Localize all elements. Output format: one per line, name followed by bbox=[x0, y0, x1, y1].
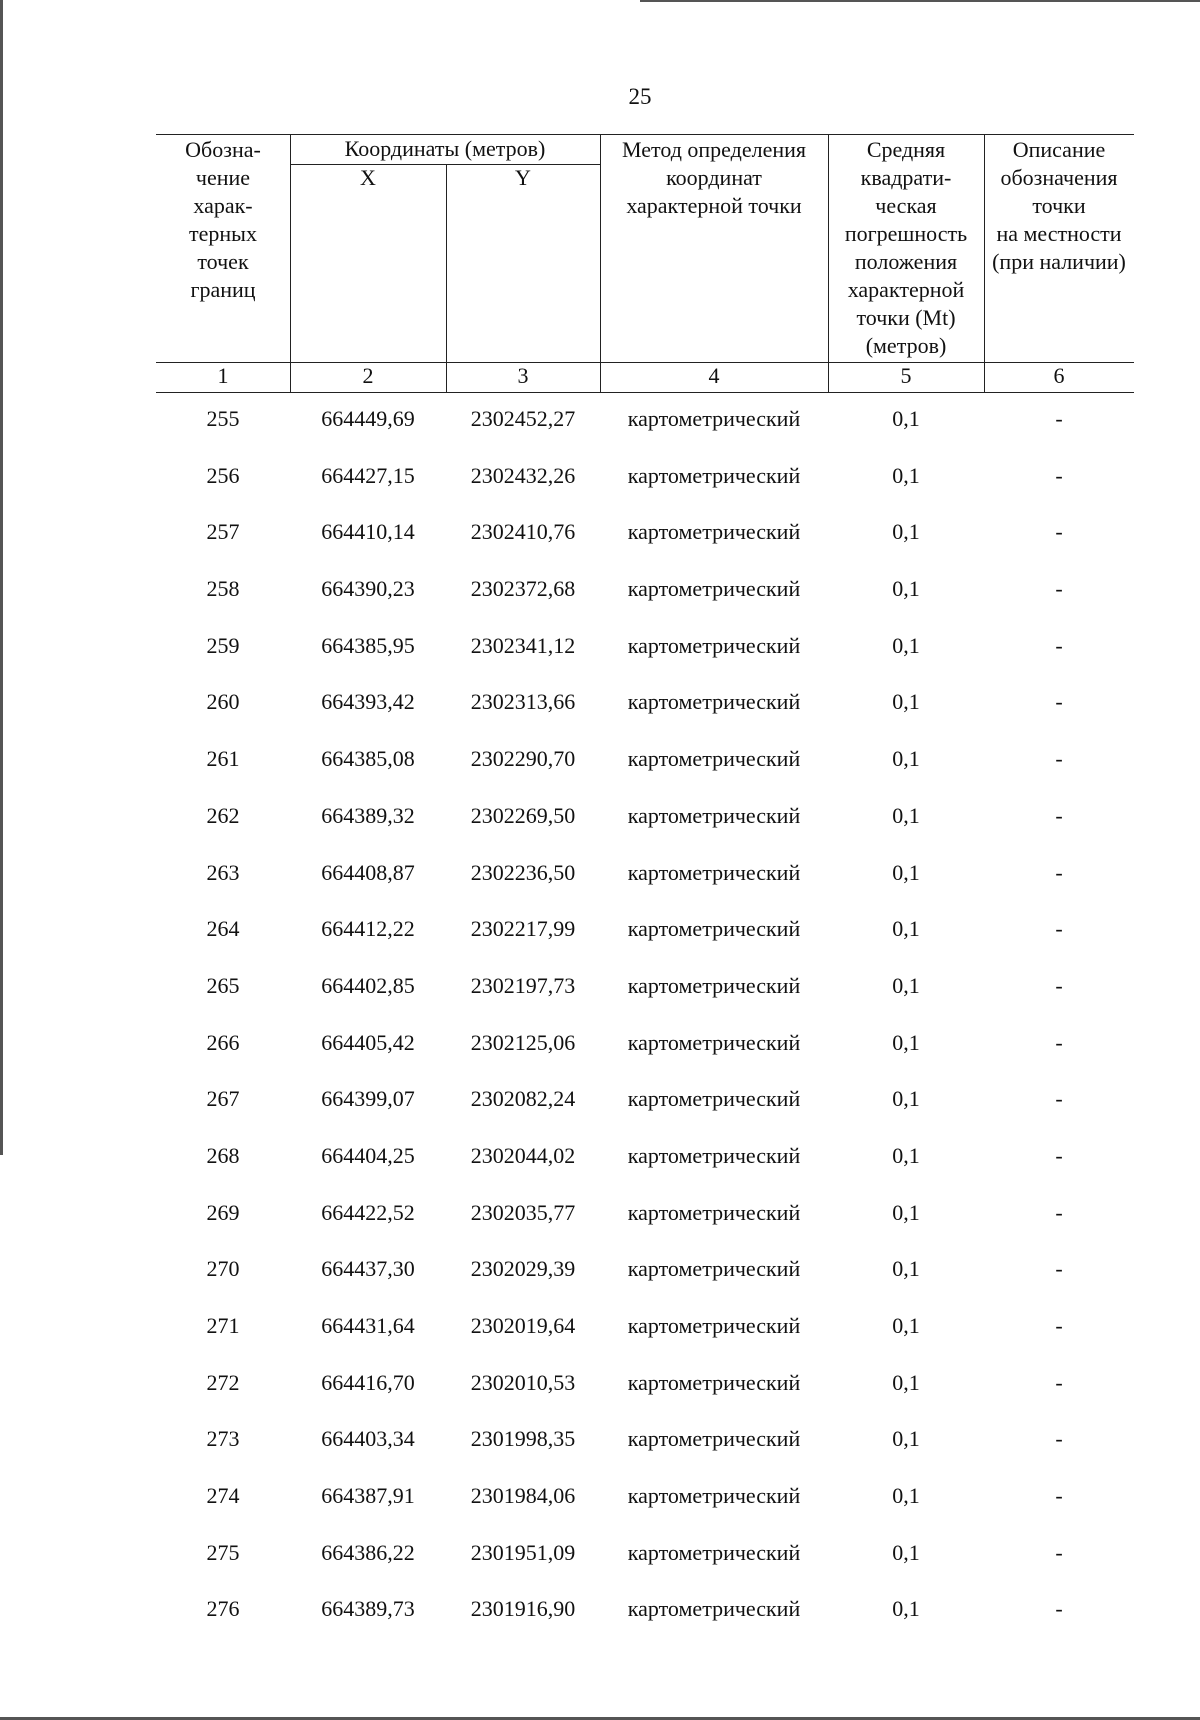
table-row bbox=[156, 1072, 1134, 1129]
table-row bbox=[156, 1526, 1134, 1583]
table-row bbox=[156, 789, 1134, 846]
cell-point-number: 255 bbox=[206, 406, 240, 431]
cell-coordinate-x: 664402,85 bbox=[321, 972, 415, 998]
cell-description: - bbox=[1055, 1029, 1063, 1055]
cell-method: картометрический bbox=[627, 406, 801, 431]
cell-coordinate-y: 2301984,06 bbox=[470, 1483, 576, 1509]
cell-coordinate-x: 664387,91 bbox=[321, 1483, 415, 1509]
cell-description: - bbox=[1055, 746, 1063, 772]
cell-mean-square-error: 0,1 bbox=[892, 519, 920, 545]
cell-coordinate-x: 664431,64 bbox=[321, 1313, 415, 1338]
cell-method: картометрический bbox=[627, 632, 801, 658]
cell-point-number: 266 bbox=[206, 1029, 240, 1055]
cell-mean-square-error: 0,1 bbox=[892, 1426, 920, 1452]
cell-coordinate-x: 664422,52 bbox=[321, 1199, 415, 1225]
cell-coordinate-x: 664403,34 bbox=[321, 1426, 415, 1452]
cell-point-number: 259 bbox=[206, 632, 240, 658]
cell-coordinate-x: 664410,14 bbox=[321, 519, 415, 545]
cell-method: картометрический bbox=[627, 746, 801, 772]
cell-mean-square-error: 0,1 bbox=[892, 689, 920, 715]
cell-method: картометрический bbox=[627, 689, 801, 715]
cell-method: картометрический bbox=[627, 972, 801, 998]
table-row bbox=[156, 1186, 1134, 1243]
cell-coordinate-y: 2302035,77 bbox=[470, 1199, 576, 1225]
cell-point-number: 257 bbox=[206, 519, 240, 545]
column-number-2: 2 bbox=[362, 363, 374, 388]
cell-mean-square-error: 0,1 bbox=[892, 1256, 920, 1282]
cell-mean-square-error: 0,1 bbox=[892, 746, 920, 772]
cell-method: картометрический bbox=[627, 1313, 801, 1338]
cell-description: - bbox=[1055, 1086, 1063, 1112]
table-row bbox=[156, 392, 1134, 449]
cell-mean-square-error: 0,1 bbox=[892, 1313, 920, 1338]
cell-mean-square-error: 0,1 bbox=[892, 1369, 920, 1395]
cell-method: картометрический bbox=[627, 1369, 801, 1395]
cell-coordinate-y: 2302313,66 bbox=[470, 689, 576, 715]
header-mean-square-error: Средняя квадрати- ческая погрешность положения характерной точки (Mt) (метров) bbox=[844, 137, 968, 358]
cell-description: - bbox=[1055, 859, 1063, 885]
cell-description: - bbox=[1055, 1483, 1063, 1509]
cell-description: - bbox=[1055, 916, 1063, 942]
cell-coordinate-x: 664404,25 bbox=[321, 1142, 415, 1168]
cell-coordinate-x: 664389,32 bbox=[321, 802, 415, 828]
cell-point-number: 273 bbox=[206, 1426, 240, 1452]
column-number-5: 5 bbox=[900, 363, 912, 388]
cell-coordinate-x: 664385,95 bbox=[321, 632, 415, 658]
cell-coordinate-x: 664389,73 bbox=[321, 1596, 415, 1622]
cell-coordinate-x: 664390,23 bbox=[321, 576, 415, 602]
cell-point-number: 262 bbox=[206, 802, 240, 828]
cell-coordinate-y: 2302125,06 bbox=[470, 1029, 576, 1055]
table-body bbox=[156, 392, 1134, 1639]
cell-method: картометрический bbox=[627, 916, 801, 942]
cell-coordinate-x: 664393,42 bbox=[321, 689, 415, 715]
table-row bbox=[156, 1582, 1134, 1639]
cell-mean-square-error: 0,1 bbox=[892, 1483, 920, 1509]
cell-coordinate-y: 2301998,35 bbox=[470, 1426, 576, 1452]
cell-point-number: 274 bbox=[206, 1483, 240, 1509]
cell-method: картометрический bbox=[627, 519, 801, 545]
header-method: Метод определения координат характерной точки bbox=[621, 137, 807, 218]
cell-method: картометрический bbox=[627, 1426, 801, 1452]
cell-description: - bbox=[1055, 1596, 1063, 1622]
cell-method: картометрический bbox=[627, 1199, 801, 1225]
cell-method: картометрический bbox=[627, 1256, 801, 1282]
cell-description: - bbox=[1055, 1426, 1063, 1452]
table-row bbox=[156, 1299, 1134, 1356]
cell-description: - bbox=[1055, 632, 1063, 658]
cell-description: - bbox=[1055, 462, 1063, 488]
table-row bbox=[156, 1356, 1134, 1413]
cell-point-number: 265 bbox=[206, 972, 240, 998]
cell-coordinate-y: 2302290,70 bbox=[470, 746, 576, 772]
cell-mean-square-error: 0,1 bbox=[892, 916, 920, 942]
table-row bbox=[156, 732, 1134, 789]
cell-point-number: 258 bbox=[206, 576, 240, 602]
cell-method: картометрический bbox=[627, 1086, 801, 1112]
table-row bbox=[156, 449, 1134, 506]
cell-coordinate-x: 664385,08 bbox=[321, 746, 415, 772]
cell-coordinate-x: 664386,22 bbox=[321, 1539, 415, 1565]
cell-description: - bbox=[1055, 519, 1063, 545]
cell-description: - bbox=[1055, 406, 1063, 431]
table-row bbox=[156, 1016, 1134, 1073]
table-row bbox=[156, 1129, 1134, 1186]
cell-method: картометрический bbox=[627, 1483, 801, 1509]
cell-coordinate-y: 2302410,76 bbox=[470, 519, 576, 545]
cell-mean-square-error: 0,1 bbox=[892, 406, 920, 431]
table-row bbox=[156, 1242, 1134, 1299]
cell-point-number: 263 bbox=[206, 859, 240, 885]
cell-coordinate-y: 2302372,68 bbox=[470, 576, 576, 602]
cell-method: картометрический bbox=[627, 1596, 801, 1622]
table-header bbox=[156, 134, 1134, 392]
header-coordinate-x: X bbox=[360, 165, 376, 190]
cell-point-number: 261 bbox=[206, 746, 240, 772]
cell-coordinate-x: 664399,07 bbox=[321, 1086, 415, 1112]
cell-point-number: 271 bbox=[206, 1313, 240, 1338]
cell-point-number: 275 bbox=[206, 1539, 240, 1565]
cell-point-number: 264 bbox=[206, 916, 240, 942]
table-row bbox=[156, 959, 1134, 1016]
cell-description: - bbox=[1055, 1199, 1063, 1225]
cell-description: - bbox=[1055, 802, 1063, 828]
cell-method: картометрический bbox=[627, 1539, 801, 1565]
cell-point-number: 270 bbox=[206, 1256, 240, 1282]
cell-description: - bbox=[1055, 972, 1063, 998]
cell-point-number: 256 bbox=[206, 462, 240, 488]
cell-coordinate-y: 2302029,39 bbox=[470, 1256, 576, 1282]
cell-coordinate-y: 2302217,99 bbox=[470, 916, 576, 942]
table-row bbox=[156, 902, 1134, 959]
header-coordinate-y: Y bbox=[515, 165, 531, 190]
cell-description: - bbox=[1055, 1256, 1063, 1282]
cell-method: картометрический bbox=[627, 576, 801, 602]
cell-coordinate-x: 664408,87 bbox=[321, 859, 415, 885]
cell-mean-square-error: 0,1 bbox=[892, 1199, 920, 1225]
cell-mean-square-error: 0,1 bbox=[892, 859, 920, 885]
header-point-designation: Обозна- чение харак- терных точек границ bbox=[185, 137, 261, 302]
cell-mean-square-error: 0,1 bbox=[892, 632, 920, 658]
column-number-3: 3 bbox=[517, 363, 529, 388]
cell-coordinate-y: 2302010,53 bbox=[470, 1369, 576, 1395]
cell-point-number: 272 bbox=[206, 1369, 240, 1395]
cell-coordinate-x: 664416,70 bbox=[321, 1369, 415, 1395]
cell-coordinate-y: 2302082,24 bbox=[470, 1086, 576, 1112]
cell-description: - bbox=[1055, 1369, 1063, 1395]
column-number-4: 4 bbox=[708, 363, 720, 388]
cell-coordinate-x: 664449,69 bbox=[321, 406, 415, 431]
table-row bbox=[156, 562, 1134, 619]
cell-coordinate-y: 2301951,09 bbox=[470, 1539, 576, 1565]
column-number-6: 6 bbox=[1053, 363, 1065, 388]
cell-method: картометрический bbox=[627, 1142, 801, 1168]
column-number-1: 1 bbox=[217, 363, 229, 388]
table-row bbox=[156, 1469, 1134, 1526]
cell-point-number: 269 bbox=[206, 1199, 240, 1225]
cell-mean-square-error: 0,1 bbox=[892, 1086, 920, 1112]
cell-mean-square-error: 0,1 bbox=[892, 576, 920, 602]
header-divider-2 bbox=[446, 164, 447, 392]
table-row bbox=[156, 675, 1134, 732]
cell-coordinate-x: 664437,30 bbox=[321, 1256, 415, 1282]
cell-mean-square-error: 0,1 bbox=[892, 1029, 920, 1055]
cell-coordinate-y: 2302197,73 bbox=[470, 972, 576, 998]
scan-edge-left bbox=[0, 0, 3, 1155]
cell-coordinate-x: 664427,15 bbox=[321, 462, 415, 488]
header-coordinates-group: Координаты (метров) bbox=[344, 136, 546, 161]
cell-mean-square-error: 0,1 bbox=[892, 1142, 920, 1168]
cell-mean-square-error: 0,1 bbox=[892, 802, 920, 828]
cell-coordinate-y: 2302019,64 bbox=[470, 1313, 576, 1338]
cell-mean-square-error: 0,1 bbox=[892, 1596, 920, 1622]
cell-point-number: 276 bbox=[206, 1596, 240, 1622]
page-number: 25 bbox=[628, 84, 652, 109]
cell-coordinate-y: 2302452,27 bbox=[470, 406, 576, 431]
cell-point-number: 260 bbox=[206, 689, 240, 715]
cell-coordinate-x: 664405,42 bbox=[321, 1029, 415, 1055]
cell-coordinate-y: 2302269,50 bbox=[470, 802, 576, 828]
cell-description: - bbox=[1055, 689, 1063, 715]
cell-coordinate-y: 2302341,12 bbox=[470, 632, 576, 658]
cell-mean-square-error: 0,1 bbox=[892, 972, 920, 998]
cell-mean-square-error: 0,1 bbox=[892, 462, 920, 488]
cell-method: картометрический bbox=[627, 462, 801, 488]
table-row bbox=[156, 619, 1134, 676]
cell-point-number: 267 bbox=[206, 1086, 240, 1112]
cell-coordinate-y: 2302236,50 bbox=[470, 859, 576, 885]
cell-coordinate-x: 664412,22 bbox=[321, 916, 415, 942]
cell-description: - bbox=[1055, 576, 1063, 602]
header-description: Описание обозначения точки на местности (при наличии) bbox=[992, 137, 1126, 274]
cell-method: картометрический bbox=[627, 1029, 801, 1055]
table-row bbox=[156, 846, 1134, 903]
cell-description: - bbox=[1055, 1539, 1063, 1565]
cell-method: картометрический bbox=[627, 802, 801, 828]
cell-point-number: 268 bbox=[206, 1142, 240, 1168]
cell-description: - bbox=[1055, 1313, 1063, 1338]
cell-coordinate-y: 2301916,90 bbox=[470, 1596, 576, 1622]
cell-method: картометрический bbox=[627, 859, 801, 885]
cell-coordinate-y: 2302432,26 bbox=[470, 462, 576, 488]
cell-mean-square-error: 0,1 bbox=[892, 1539, 920, 1565]
table-row bbox=[156, 1412, 1134, 1469]
cell-description: - bbox=[1055, 1142, 1063, 1168]
cell-coordinate-y: 2302044,02 bbox=[470, 1142, 576, 1168]
scan-edge-top bbox=[640, 0, 1200, 2]
table-row bbox=[156, 505, 1134, 562]
